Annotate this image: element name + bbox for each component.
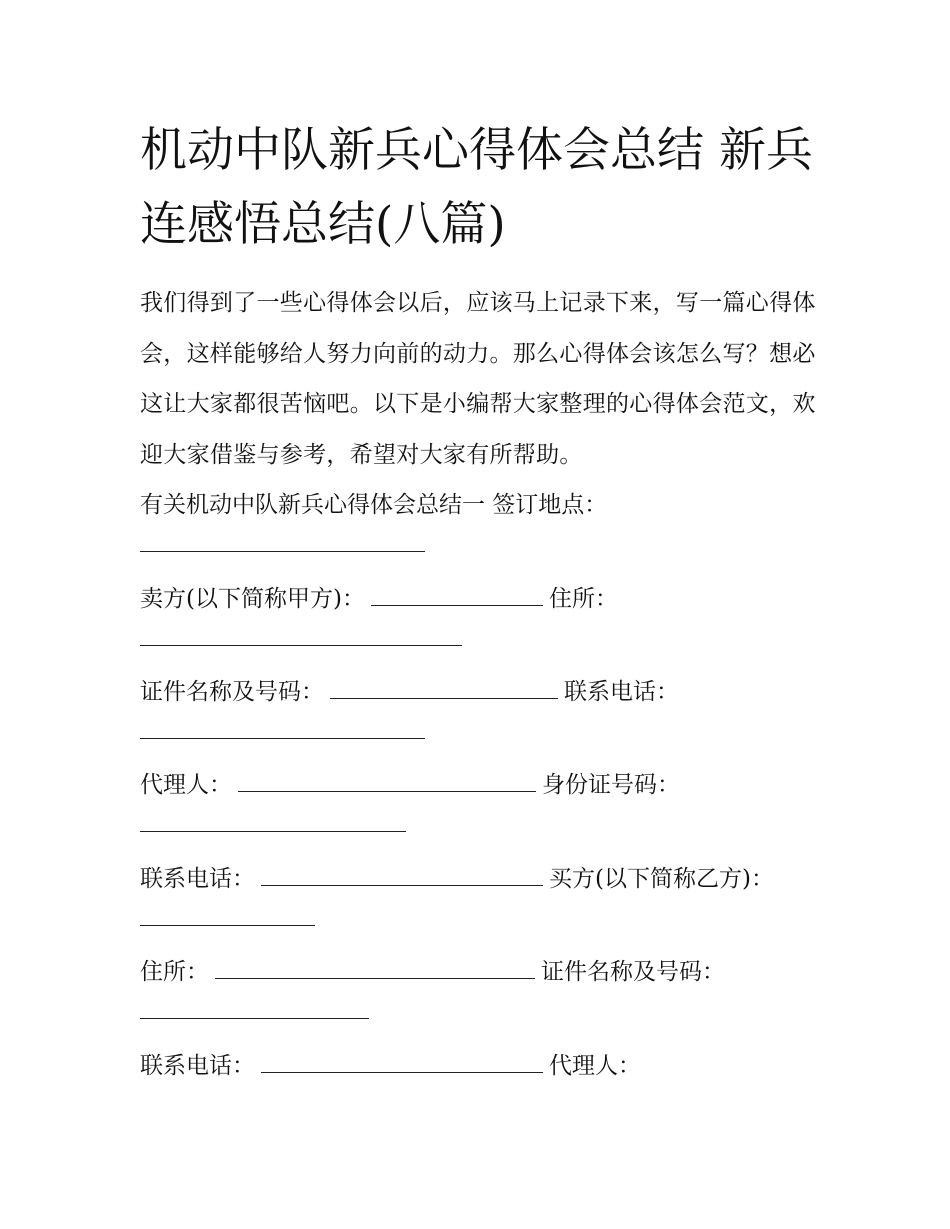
seller-id-label: 证件名称及号码： bbox=[140, 679, 324, 705]
form-line bbox=[140, 1049, 641, 1083]
intro-paragraph: 我们得到了一些心得体会以后，应该马上记录下来，写一篇心得体会，这样能够给人努力向前的动力。那么心得体会该怎么写？想必这让大家都很苦恼吧。以下是小编帮大家整理的心得体会范文，欢迎大家借鉴与参考，希望对大家有所帮助。 bbox=[140, 290, 816, 468]
form-line bbox=[140, 995, 375, 1029]
seller-id-blank[interactable] bbox=[330, 676, 558, 699]
form-line bbox=[140, 622, 468, 656]
form-line bbox=[140, 808, 412, 842]
section-heading-text: 有关机动中队新兵心得体会总结一 签订地点： bbox=[140, 492, 608, 518]
form-line bbox=[140, 528, 431, 562]
seller-address-blank[interactable] bbox=[140, 623, 462, 646]
buyer-id-blank[interactable] bbox=[140, 996, 369, 1019]
buyer-phone-label: 联系电话： bbox=[140, 1053, 255, 1079]
idcard-blank[interactable] bbox=[140, 809, 406, 832]
buyer-label: 买方(以下简称乙方)： bbox=[549, 866, 774, 892]
seller-address-label: 住所： bbox=[548, 586, 618, 612]
section-heading bbox=[140, 488, 607, 522]
seller-agent-blank[interactable] bbox=[238, 769, 536, 792]
buyer-phone-blank[interactable] bbox=[261, 1050, 543, 1073]
form-line bbox=[140, 715, 431, 749]
buyer-agent-label: 代理人： bbox=[549, 1053, 641, 1079]
seller-label: 卖方(以下简称甲方)： bbox=[140, 586, 365, 612]
seller-phone-blank[interactable] bbox=[140, 716, 425, 739]
form-line bbox=[140, 902, 321, 936]
form-line bbox=[140, 768, 680, 802]
form-line bbox=[140, 955, 725, 989]
seller-blank[interactable] bbox=[371, 583, 543, 606]
buyer-id-label: 证件名称及号码： bbox=[541, 959, 725, 985]
seller-phone-label: 联系电话： bbox=[564, 679, 679, 705]
buyer-address-label: 住所： bbox=[140, 959, 209, 985]
agent-phone-label: 联系电话： bbox=[140, 866, 255, 892]
form-line bbox=[140, 582, 618, 616]
buyer-address-blank[interactable] bbox=[215, 956, 535, 979]
signing-location-blank[interactable] bbox=[140, 529, 425, 552]
agent-phone-blank[interactable] bbox=[261, 863, 543, 886]
form-line bbox=[140, 675, 679, 709]
form-line bbox=[140, 862, 774, 896]
seller-agent-label: 代理人： bbox=[140, 772, 232, 798]
idcard-label: 身份证号码： bbox=[542, 772, 680, 798]
buyer-blank[interactable] bbox=[140, 903, 315, 926]
document-title: 机动中队新兵心得体会总结 新兵连感悟总结(八篇) bbox=[140, 123, 813, 252]
